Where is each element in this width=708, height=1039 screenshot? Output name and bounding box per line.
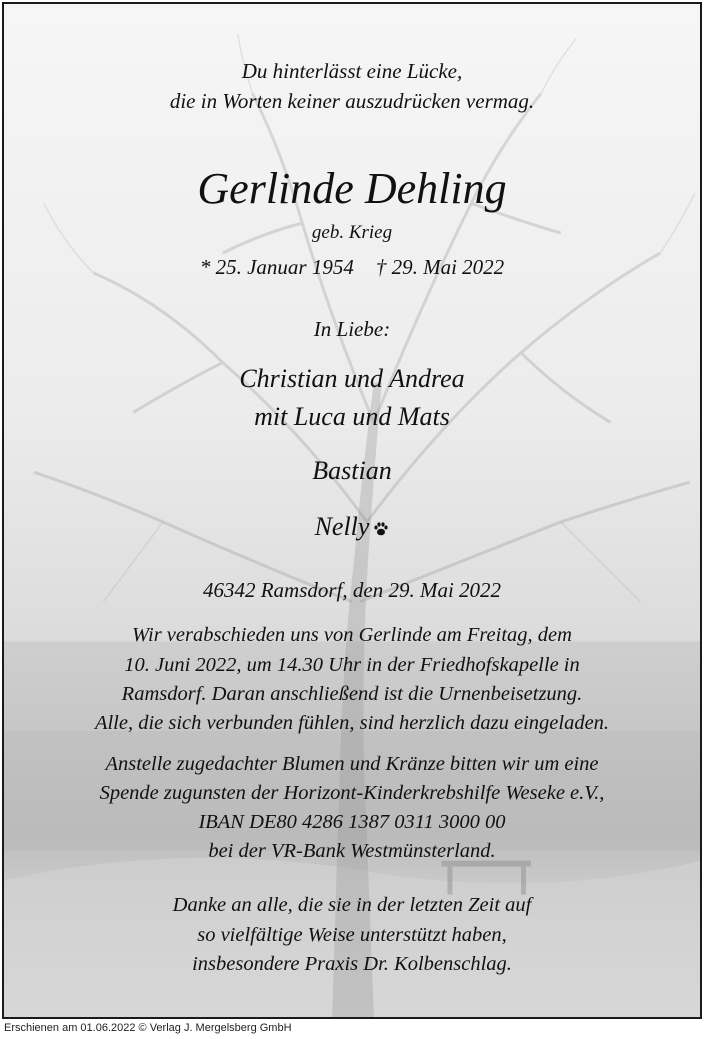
obituary-notice — [2, 2, 702, 1019]
place-date: 46342 Ramsdorf, den 29. Mai 2022 — [202, 578, 502, 602]
motto-line: Du hinterlässt eine Lücke, — [241, 59, 463, 83]
death-date: † 29. Mai 2022 — [375, 255, 505, 279]
publication-footer: Erschienen am 01.06.2022 © Verlag J. Mergelsberg GmbH — [4, 1022, 292, 1034]
funeral-text-line: Ramsdorf. Daran anschließend ist die Urnenbeisetzung. — [121, 683, 583, 705]
mourners-intro: In Liebe: — [313, 317, 391, 341]
donation-iban: IBAN DE80 4286 1387 0311 3000 00 — [198, 811, 506, 833]
birth-name: geb. Krieg — [311, 222, 393, 243]
donation-text-line: bei der VR-Bank Westmünsterland. — [208, 840, 496, 862]
pet-name: Nelly — [314, 512, 370, 541]
motto-line: die in Worten keiner auszudrücken vermag. — [169, 89, 535, 113]
thanks-text-line: insbesondere Praxis Dr. Kolbenschlag. — [192, 953, 512, 975]
funeral-text-line: 10. Juni 2022, um 14.30 Uhr in der Friedhofskapelle in — [124, 654, 580, 676]
mourner-family-line: mit Luca und Mats — [254, 402, 450, 431]
funeral-text-line: Wir verabschieden uns von Gerlinde am Freitag, dem — [132, 624, 572, 646]
deceased-name: Gerlinde Dehling — [197, 164, 507, 213]
funeral-text-line: Alle, die sich verbunden fühlen, sind herzlich dazu eingeladen. — [94, 712, 610, 734]
thanks-text-line: Danke an alle, die sie in der letzten Zeit auf — [172, 894, 532, 916]
mourner-family-line: Christian und Andrea — [239, 364, 465, 393]
notice-content — [4, 4, 700, 1017]
mourner-person: Bastian — [312, 456, 392, 485]
donation-text-line: Anstelle zugedachter Blumen und Kränze bitten wir um eine — [105, 753, 599, 775]
life-dates — [4, 252, 700, 282]
donation-text-line: Spende zugunsten der Horizont-Kinderkrebshilfe Weseke e.V., — [99, 782, 605, 804]
thanks-text-line: so vielfältige Weise unterstützt haben, — [197, 924, 507, 946]
birth-date: * 25. Januar 1954 — [199, 255, 354, 279]
mourner-pet — [4, 509, 700, 547]
paw-icon — [373, 511, 389, 547]
